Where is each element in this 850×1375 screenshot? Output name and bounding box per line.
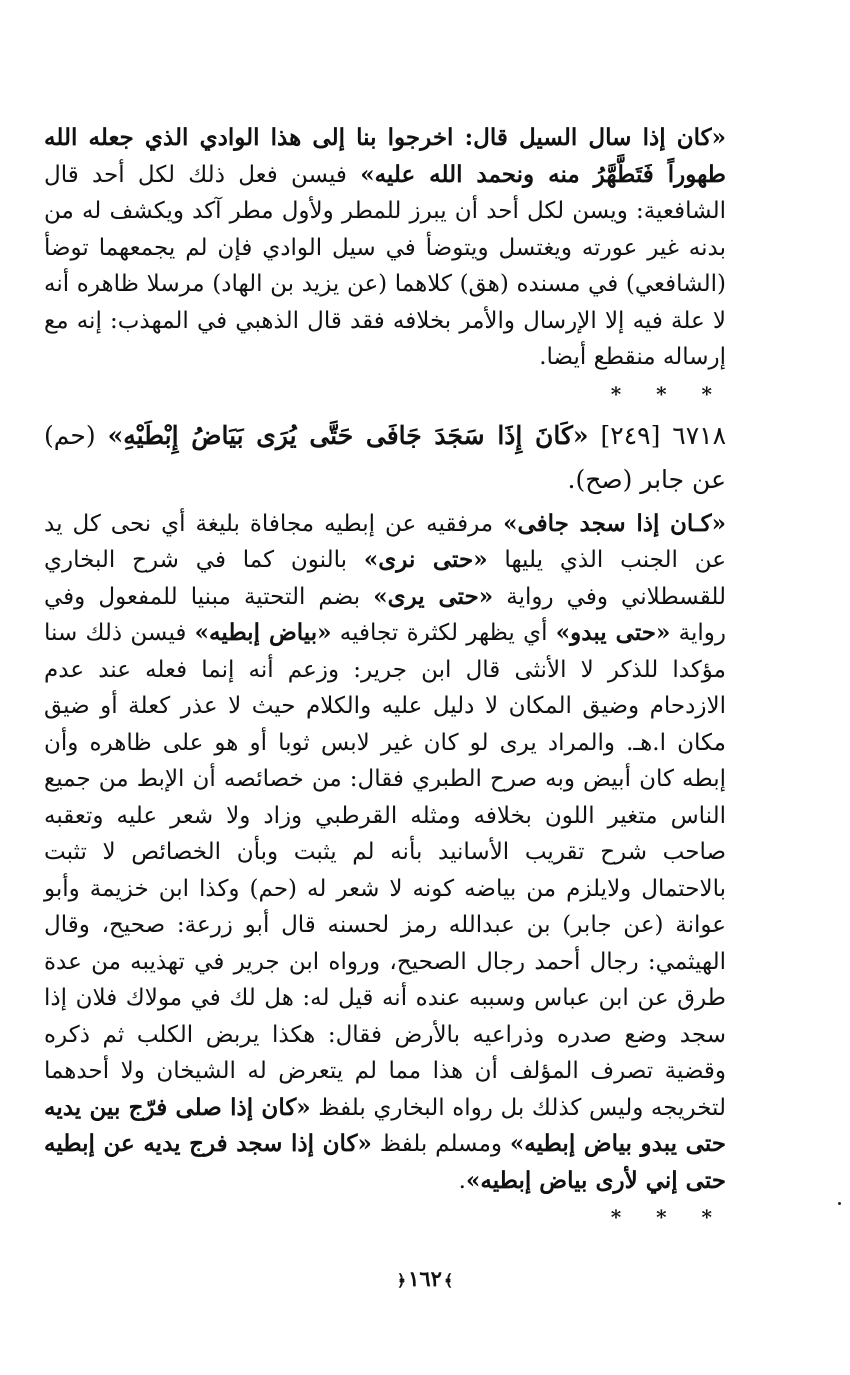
section-divider-1: * * * xyxy=(610,381,726,406)
page-number xyxy=(0,1266,850,1291)
page-body xyxy=(44,120,726,1237)
commentary-paragraph-1 xyxy=(44,120,726,376)
commentary-text: . xyxy=(458,1167,466,1194)
commentary-text: فيسن فعل ذلك لكل أحد قال الشافعية: ويسن لكل أحد أن يبرز للمطر ولأول مطر آكد ويكشف له من بدنه غير عورته ويغتسل ويتوضأ في سيل الوادي فإن لم يجمعهما توضأ (الشافعي) في مسنده (هق) كلاهما (عن يزيد بن الهاد) مرسلا ظاهره أنه لا علة فيه إلا الإرسال والأمر بخلافه فقد قال الذهبي في المهذب: إنه مع إرساله منقطع أيضا. xyxy=(44,161,726,370)
page-number-ornament-right: ﴾ xyxy=(443,1271,454,1290)
quoted-phrase: «حتى يبدو» xyxy=(555,619,671,646)
commentary-paragraph-2 xyxy=(44,506,726,1200)
commentary-text: أي يظهر لكثرة تجافيه xyxy=(331,620,556,646)
section-divider-2: * * * xyxy=(610,1205,726,1229)
quoted-phrase: «كـان إذا سجد جافى» xyxy=(503,509,726,537)
page-number-ornament-left: ﴿ xyxy=(396,1271,407,1290)
hadith-entry xyxy=(44,414,726,502)
scan-speck xyxy=(838,1202,841,1205)
commentary-text: فيسن ذلك سنا مؤكدا للذكر لا الأنثى قال ابن جرير: وزعم أنه إنما فعله عند عدم الازدحام وضيق المكان لا دليل عليه والكلام حيث لا عذر كعلة أو ضيق مكان ا.هـ. والمراد يرى لو كان غير لابس ثوبا أو هو على ظاهره وأن إبطه كان أبيض وبه صرح الطبري فقال: من خصائصه أن الإبط من جميع الناس متغير اللون بخلافه ومثله القرطبي وزاد ولا شعر عليه وتعقبه صاحب شرح تقريب الأسانيد بأنه لم يثبت وبأن الخصائص لا تثبت بالاحتمال ولايلزم من بياضه كونه لا شعر له (حم) وكذا ابن خزيمة وأبو عوانة (عن جابر) بن عبدالله رمز لحسنه قال أبو زرعة: صحيح، وقال الهيثمي: رجال أحمد رجال الصحيح، ورواه ابن جرير في تهذيبه من عدة طرق عن ابن عباس وسببه عنده أنه قيل له: هل لك في مولاك فلان إذا سجد وضع صدره وذراعيه بالأرض فقال: هكذا يربض الكلب ثم ذكره وقضية تصرف المؤلف أن هذا مما لم يتعرض له الشيخان ولا أحدهما لتخريجه وليس كذلك بل رواه البخاري بلفظ xyxy=(44,620,726,1121)
quoted-phrase: «حتى يرى» xyxy=(373,582,494,610)
commentary-text: بضم التحتية مبنيا للمفعول وفي رواية xyxy=(44,583,727,646)
hadith-matn: «كَانَ إِذَا سَجَدَ جَافَى حَتَّى يُرَى بَيَاضُ إِبْطَيْهِ» xyxy=(107,420,589,450)
commentary-text: مرفقيه عن إبطيه مجافاة بليغة أي نحى كل يد عن الجنب الذي يليها xyxy=(44,510,726,573)
page-number-value: ١٦٢ xyxy=(408,1266,442,1291)
hadith-number: ٦٧١٨ [٢٤٩] xyxy=(600,420,726,450)
quoted-phrase: «كان إذا سجد فرج يديه عن إبطيه حتى إني لأرى بياض إبطيه» xyxy=(44,1130,726,1194)
quoted-phrase: «حتى نرى» xyxy=(363,546,488,573)
commentary-text: بالنون كما في شرح البخاري للقسطلاني وفي رواية xyxy=(44,547,726,610)
quoted-hadith-text: «كان إذا سال السيل قال: اخرجوا بنا إلى هذا الوادي الذي جعله الله طهوراً فَتَطَّهَّرُ منه ونحمد الله عليه» xyxy=(44,124,726,188)
commentary-text: ومسلم بلفظ xyxy=(371,1131,510,1157)
quoted-phrase: «كان إذا صلى فرّج بين يديه حتى يبدو بياض إبطيه» xyxy=(44,1093,726,1157)
hadith-source: (حم) عن جابر (صح). xyxy=(44,420,726,494)
quoted-phrase: «بياض إبطيه» xyxy=(194,619,332,646)
